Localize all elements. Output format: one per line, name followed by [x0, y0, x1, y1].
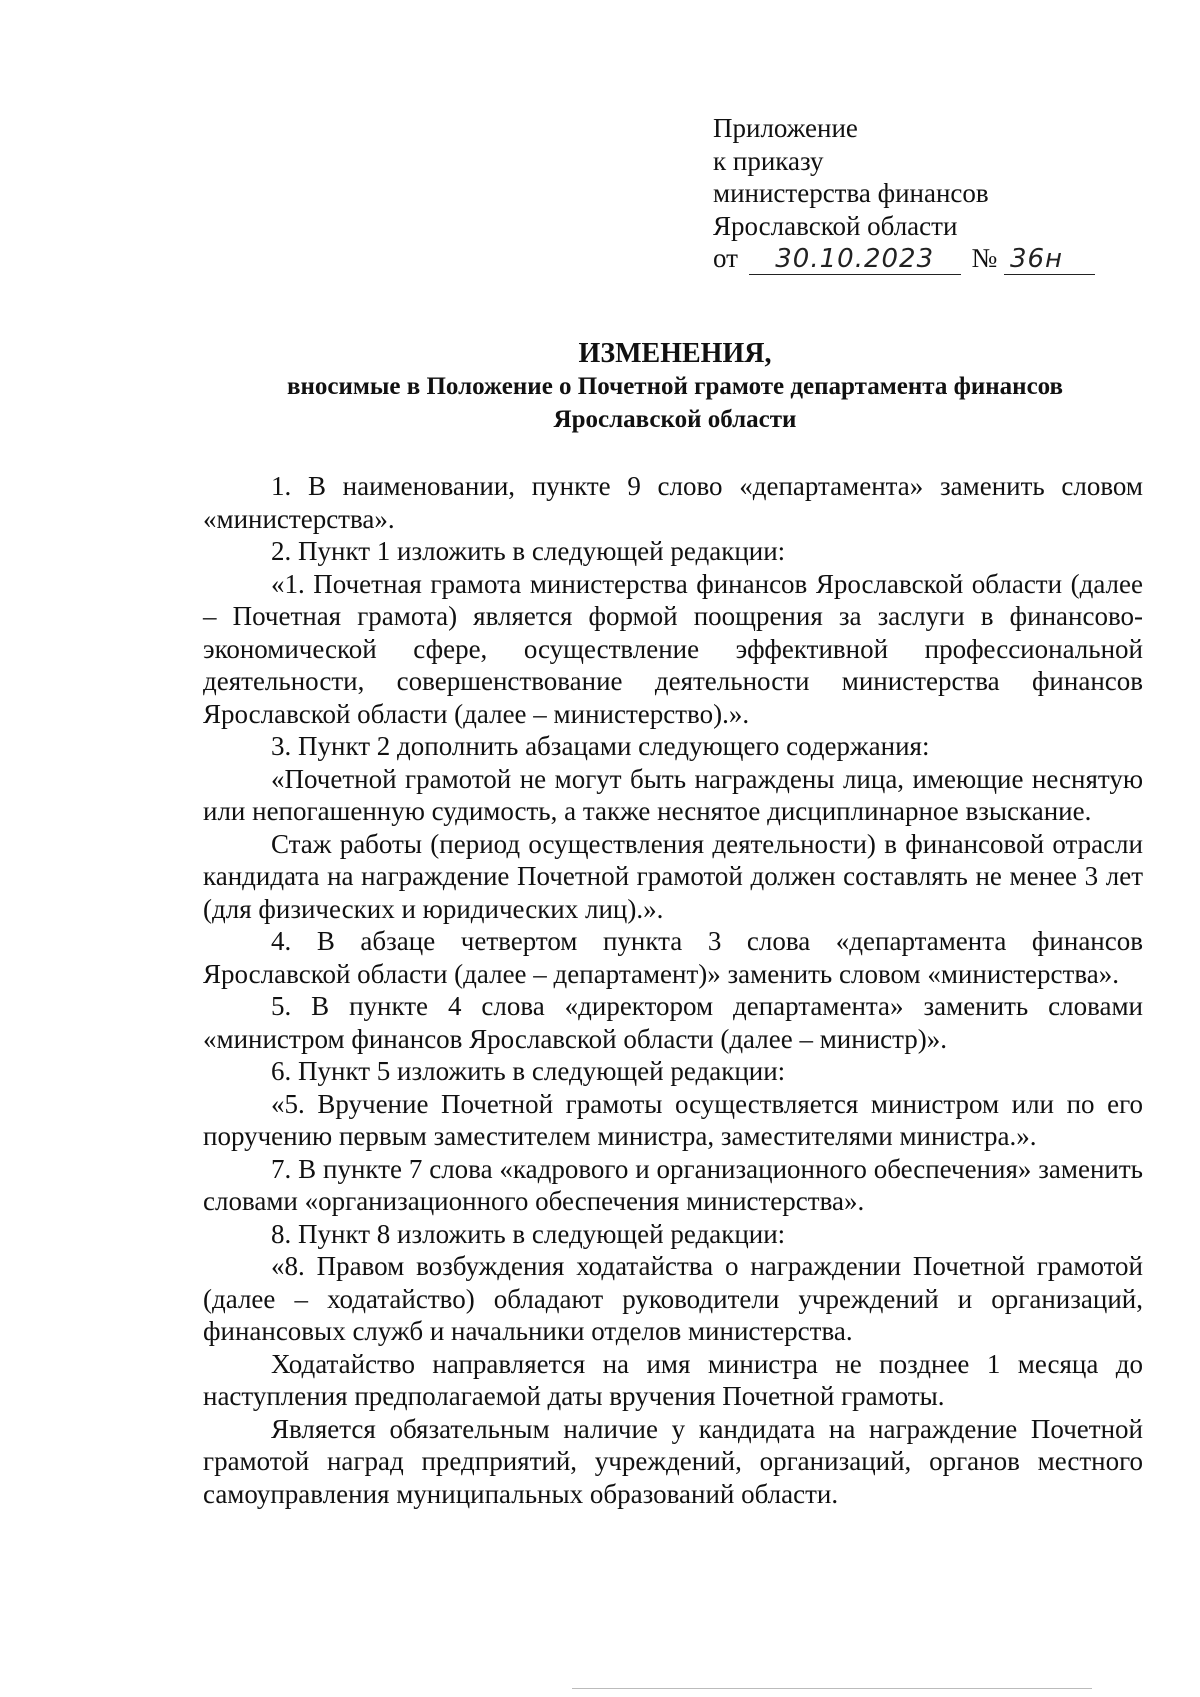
appendix-line: к приказу — [713, 145, 824, 176]
paragraph: 6. Пункт 5 изложить в следующей редакции: — [271, 1056, 786, 1086]
paragraph: 1. В наименовании, пункте 9 слово «департамента» заменить словом «министерства». — [203, 471, 1143, 534]
order-number-handwritten: 36н — [1004, 244, 1095, 275]
document-body — [203, 470, 1143, 1510]
paragraph: 7. В пункте 7 слова «кадрового и организационного обеспечения» заменить словами «организационного обеспечения министерства». — [203, 1153, 1143, 1216]
order-date-line — [713, 242, 1153, 278]
paragraph: Является обязательным наличие у кандидата на награждение Почетной грамотой наград предприятий, учреждений, организаций, органов местного самоуправления муниципальных образований области. — [203, 1413, 1143, 1509]
paragraph: Ходатайство направляется на имя министра не позднее 1 месяца до наступления предполагаемой даты вручения Почетной грамоты. — [203, 1348, 1143, 1411]
paragraph: 3. Пункт 2 дополнить абзацами следующего содержания: — [271, 731, 930, 761]
paragraph: «Почетной грамотой не могут быть награждены лица, имеющие неснятую или непогашенную судимость, а также неснятое дисциплинарное взыскание. — [203, 763, 1143, 826]
paragraph: 5. В пункте 4 слова «директором департамента» заменить словами «министром финансов Ярославской области (далее – министр)». — [203, 991, 1143, 1054]
date-prefix: от — [713, 243, 738, 273]
paragraph: 8. Пункт 8 изложить в следующей редакции: — [271, 1218, 786, 1249]
appendix-block — [713, 112, 1153, 278]
scan-edge-line — [572, 1688, 1092, 1689]
appendix-line: Приложение — [713, 113, 858, 143]
paragraph: «1. Почетная грамота министерства финансов Ярославской области (далее – Почетная грамота) является формой поощрения за заслуги в финансово-экономической сфере, осуществление эффективной профессиональной деятельности, совершенствование деятельности министерства финансов Ярославской области (далее – министерство).». — [203, 568, 1143, 729]
title-subheading: Ярославской области — [553, 406, 797, 433]
paragraph: Стаж работы (период осуществления деятельности) в финансовой отрасли кандидата на награждение Почетной грамотой должен составлять не менее 3 лет (для физических и юридических лиц).». — [203, 828, 1143, 924]
document-title — [200, 337, 1150, 436]
appendix-line: Ярославской области — [713, 210, 958, 241]
paragraph: 2. Пункт 1 изложить в следующей редакции: — [271, 536, 786, 566]
title-heading: ИЗМЕНЕНИЯ, — [578, 338, 772, 369]
appendix-line: министерства финансов — [713, 178, 989, 208]
paragraph: «5. Вручение Почетной грамоты осуществляется министром или по его поручению первым заместителем министра, заместителями министра.». — [203, 1088, 1143, 1151]
paragraph: «8. Правом возбуждения ходатайства о награждении Почетной грамотой (далее – ходатайство) обладают руководители учреждений и организаций, финансовых служб и начальники отделов министерства. — [203, 1251, 1143, 1346]
number-prefix: № — [971, 243, 998, 273]
title-subheading: вносимые в Положение о Почетной грамоте департамента финансов — [286, 373, 1064, 400]
paragraph: 4. В абзаце четвертом пункта 3 слова «департамента финансов Ярославской области (далее – департамент)» заменить словом «министерства». — [203, 926, 1143, 989]
order-date-handwritten: 30.10.2023 — [749, 244, 961, 275]
